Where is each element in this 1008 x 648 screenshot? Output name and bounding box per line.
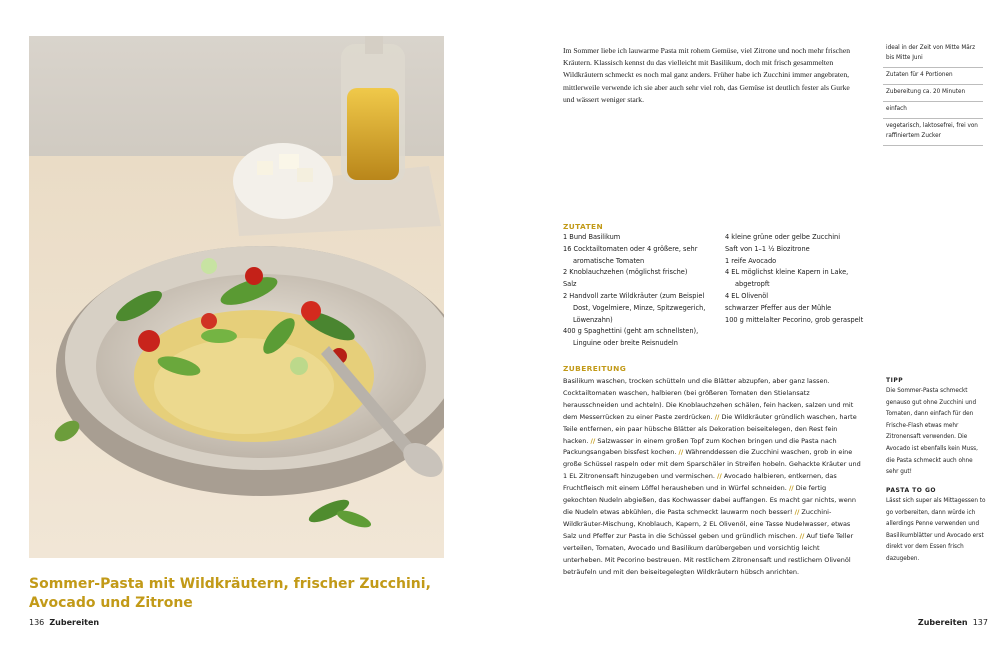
ingredients-list-left: [563, 232, 713, 350]
recipe-title: [29, 575, 444, 613]
tip-text: Die Sommer-Pasta schmeckt genauso gut ohne Zucchini und Tomaten, dann einfach für den Frische-Flash etwas mehr Zitronensaft verwenden. Die Avocado ist ebenfalls kein Muss, die Pasta schmeckt auch ohne sehr gut!: [886, 388, 978, 476]
intro-paragraph: Im Sommer liebe ich lauwarme Pasta mit rohem Gemüse, viel Zitrone und noch mehr frischen Kräutern. Klassisch kennst du das vielleicht mit Basilikum, doch mit frisch gesammelten Wildkräutern schmeckt es noch mal ganz anders. Früher habe ich Zucchini immer angebraten, mittlerweile verwende ich sie aber auch sehr viel roh, das Gemüse ist deutlich fester als Gurke und wässert weniger stark.: [563, 46, 851, 104]
pasta-bowl-image: [29, 36, 444, 558]
ingredient-item: 2 Handvoll zarte Wildkräuter (zum Beispiel Dost, Vogelmiere, Minze, Spitzwegerich, Löwenzahn): [563, 291, 706, 324]
ingredient-item: 4 EL Olivenöl: [725, 291, 769, 300]
ingredient-item: 100 g mittelalter Pecorino, grob geraspelt: [725, 315, 864, 324]
right-section-label: Zubereiten: [917, 618, 968, 627]
ingredient-item: 16 Cocktailtomaten oder 4 größere, sehr aromatische Tomaten: [563, 244, 698, 265]
recipe-info-list: [883, 41, 983, 146]
step-separator: //: [714, 412, 720, 421]
method-step: Die fertig gekochten Nudeln abgießen, das Kochwasser dabei auffangen. Es macht gar nichts, wenn die Nudeln etwas abkühlen, die Pasta schmeckt lauwarm noch besser!: [563, 484, 856, 516]
pasta-to-go-heading: PASTA TO GO: [886, 487, 936, 494]
method-heading: ZUBEREITUNG: [563, 364, 627, 373]
ingredient-item: schwarzer Pfeffer aus der Mühle: [725, 303, 832, 312]
ingredient-item: 400 g Spaghettini (geht am schnellsten), Linguine oder breite Reisnudeln: [563, 327, 699, 348]
recipe-title-line-1: Sommer-Pasta mit Wildkräutern, frischer Zucchini,: [29, 576, 431, 592]
right-page-folio: [918, 618, 988, 627]
ingredient-item: 4 EL möglichst kleine Kapern in Lake, abgetropft: [725, 268, 849, 289]
method-step: Basilikum waschen, trocken schütteln und die Blätter abzupfen, aber ganz lassen. Cocktailtomaten waschen, halbieren (bei größeren Tomaten den Stielansatz herausschneiden und achteln). Die Knoblauchzehen schälen, fein hacken, salzen und mit dem Messerrücken zu einer Paste zerdrücken.: [563, 377, 854, 421]
method-step: Währenddessen die Zucchini waschen, grob in eine große Schüssel raspeln oder mit dem Sparschäler in Streifen hobeln. Gehackte Kräuter und 1 EL Zitronensaft hinzugeben und vermischen.: [563, 448, 861, 481]
right-page-number: 137: [972, 618, 988, 627]
method-step: Zucchini-Wildkräuter-Mischung, Knoblauch, Kapern, 2 EL Olivenöl, eine Tasse Nudelwasser, etwas Salz und Pfeffer zur Pasta in die Schüssel geben und gründlich mischen.: [563, 507, 851, 540]
info-prep-time: Zubereitung ca. 20 Minuten: [883, 85, 983, 102]
method-step: Auf tiefe Teller verteilen, Tomaten, Avocado und Basilikum darübergeben und vorsichtig leicht unterheben. Mit Pecorino bestreuen. Mit restlichem Zitronensaft und restlichem Olivenöl beträufeln und mit den beiseitegelegten Wildkräutern hübsch anrichten.: [563, 531, 854, 576]
step-separator: //: [788, 484, 794, 493]
method-step: Avocado halbieren, entkernen, das Fruchtfleisch mit einem Löffel herausheben und in Würfel schneiden.: [563, 472, 837, 493]
step-separator: //: [590, 436, 596, 445]
recipe-photo: [29, 36, 444, 558]
ingredient-item: 1 Bund Basilikum: [563, 233, 621, 241]
step-separator: //: [717, 472, 722, 481]
left-page-number: 136: [29, 618, 45, 627]
step-separator: //: [678, 448, 684, 457]
info-difficulty: einfach: [883, 102, 983, 119]
method-text: [563, 376, 861, 578]
ingredients-list-right: [725, 232, 875, 326]
info-servings: Zutaten für 4 Portionen: [883, 68, 983, 85]
method-step: Die Wildkräuter gründlich waschen, harte Teile entfernen, ein paar hübsche Blätter als Dekoration beiseitelegen, den Rest fein hacken.: [563, 412, 857, 445]
info-diet: vegetarisch, laktosefrei, frei von raffiniertem Zucker: [883, 119, 983, 146]
tip-heading: TIPP: [886, 377, 904, 384]
ingredient-item: 1 reife Avocado: [725, 256, 777, 265]
ingredients-heading: ZUTATEN: [563, 222, 604, 231]
ingredient-item: Saft von 1–1 ½ Biozitrone: [725, 244, 810, 253]
ingredient-item: Salz: [563, 280, 577, 289]
recipe-title-line-2: Avocado und Zitrone: [29, 595, 193, 611]
ingredient-item: 2 Knoblauchzehen (möglichst frische): [563, 268, 688, 277]
pasta-to-go-text: Lässt sich super als Mittagessen to go vorbereiten, dann würde ich allerdings Penne verwenden und Basilikumblätter und Avocado erst direkt vor dem Essen frisch dazugeben.: [886, 498, 986, 562]
left-section-label: Zubereiten: [49, 618, 100, 627]
left-page-folio: [29, 618, 99, 627]
ingredient-item: 4 kleine grüne oder gelbe Zucchini: [725, 233, 841, 241]
info-season: ideal in der Zeit von Mitte März bis Mitte Juni: [883, 41, 983, 68]
method-step: Salzwasser in einem großen Topf zum Kochen bringen und die Pasta nach Packungsangaben bissfest kochen.: [563, 436, 837, 457]
step-separator: //: [799, 531, 805, 540]
step-separator: //: [794, 507, 800, 516]
